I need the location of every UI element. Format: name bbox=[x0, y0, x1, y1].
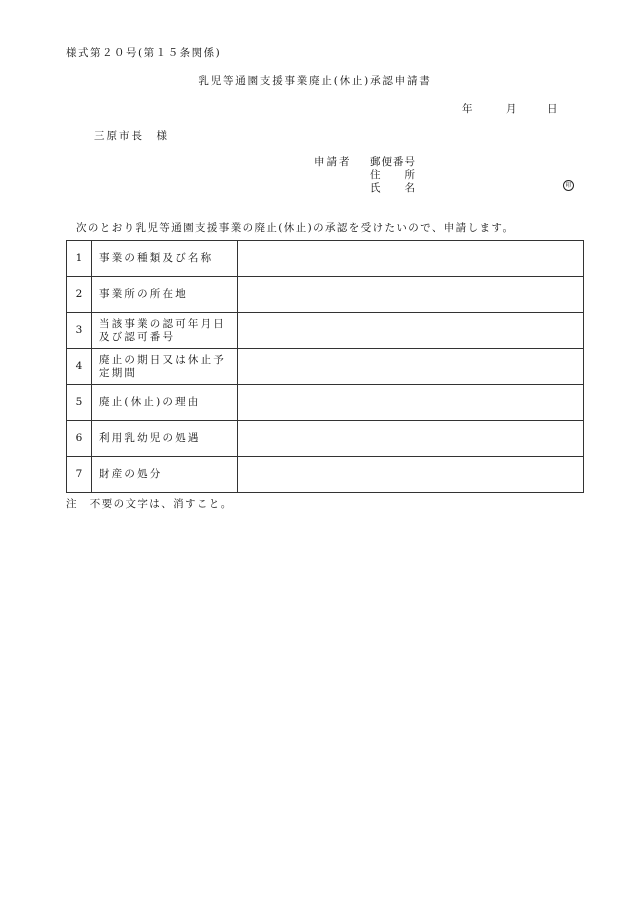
address-label: 住 所 bbox=[370, 169, 416, 181]
row-value-cell[interactable] bbox=[238, 385, 584, 421]
row-value-cell[interactable] bbox=[238, 349, 584, 385]
row-value-cell[interactable] bbox=[238, 421, 584, 457]
row-value-cell[interactable] bbox=[238, 241, 584, 277]
row-label: 利用乳幼児の処遇 bbox=[92, 421, 238, 457]
row-number: 3 bbox=[67, 313, 92, 349]
table-row bbox=[67, 457, 584, 493]
row-label: 廃止(休止)の理由 bbox=[92, 385, 238, 421]
row-number: 5 bbox=[67, 385, 92, 421]
row-label: 廃止の期日又は休止予定期間 bbox=[92, 349, 238, 385]
row-value-cell[interactable] bbox=[238, 277, 584, 313]
date-day-label: 日 bbox=[547, 103, 558, 115]
row-value-cell[interactable] bbox=[238, 313, 584, 349]
row-number: 2 bbox=[67, 277, 92, 313]
seal-mark: 印 bbox=[563, 180, 574, 191]
addressee: 三原市長 様 bbox=[94, 130, 169, 142]
name-label: 氏 名 bbox=[370, 182, 416, 194]
row-number: 4 bbox=[67, 349, 92, 385]
application-items-table bbox=[66, 240, 584, 493]
table-row bbox=[67, 349, 584, 385]
row-number: 1 bbox=[67, 241, 92, 277]
row-label: 当該事業の認可年月日及び認可番号 bbox=[92, 313, 238, 349]
applicant-heading: 申請者 bbox=[314, 156, 352, 168]
form-number: 様式第２０号(第１５条関係) bbox=[66, 47, 222, 59]
row-label: 事業の種類及び名称 bbox=[92, 241, 238, 277]
footnote: 注 不要の文字は、消すこと。 bbox=[66, 498, 233, 510]
intro-text: 次のとおり乳児等通園支援事業の廃止(休止)の承認を受けたいので、申請します。 bbox=[76, 222, 515, 234]
table-row bbox=[67, 241, 584, 277]
table-row bbox=[67, 277, 584, 313]
postal-code-label: 郵便番号 bbox=[370, 156, 416, 168]
row-number: 6 bbox=[67, 421, 92, 457]
table-row bbox=[67, 385, 584, 421]
table-row bbox=[67, 421, 584, 457]
date-month-label: 月 bbox=[506, 103, 517, 115]
row-label: 財産の処分 bbox=[92, 457, 238, 493]
date-year-label: 年 bbox=[462, 103, 473, 115]
row-value-cell[interactable] bbox=[238, 457, 584, 493]
row-number: 7 bbox=[67, 457, 92, 493]
document-title: 乳児等通園支援事業廃止(休止)承認申請書 bbox=[198, 75, 432, 87]
row-label: 事業所の所在地 bbox=[92, 277, 238, 313]
table-row bbox=[67, 313, 584, 349]
